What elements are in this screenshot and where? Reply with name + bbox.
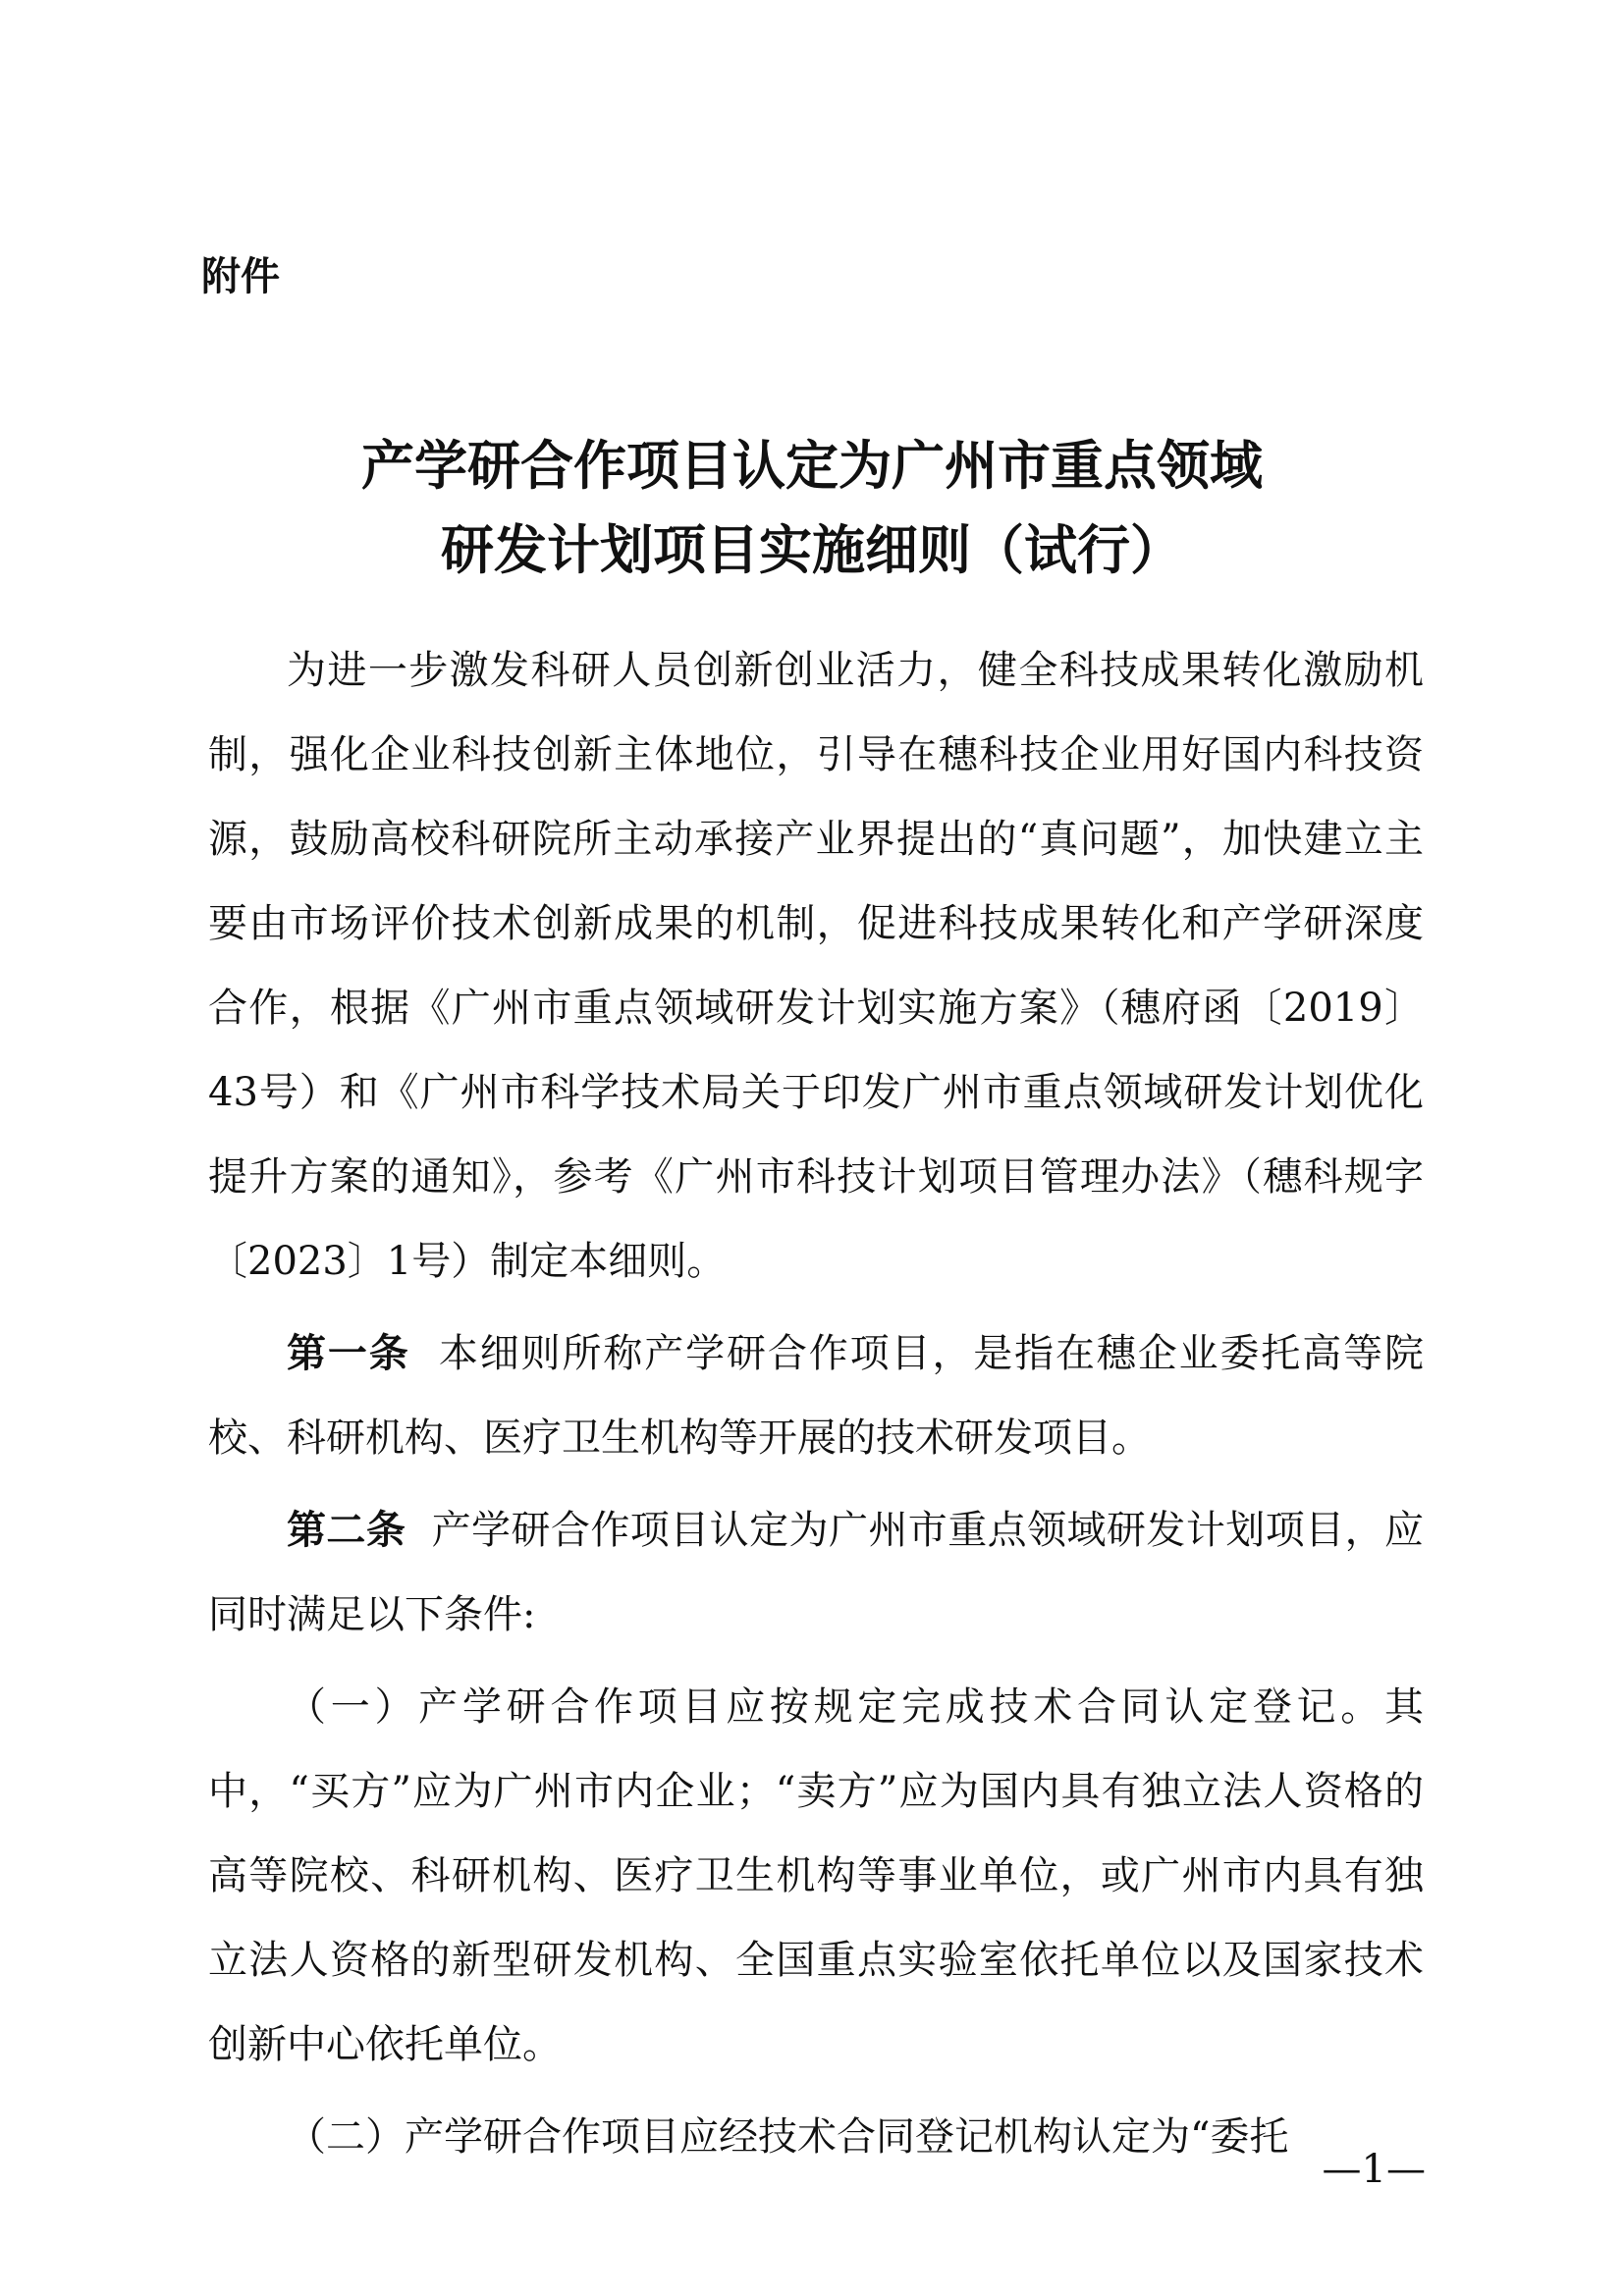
article-2-heading: 第二条 [287, 1508, 406, 1553]
document-title [201, 423, 1423, 592]
condition-2-paragraph [208, 2095, 1424, 2179]
condition-2-text: （二）产学研合作项目应经技术合同登记机构认定为“委托 [287, 2114, 1289, 2160]
page-number: —1— [1322, 2147, 1426, 2192]
article-1-paragraph [208, 1311, 1424, 1480]
condition-1-text: （一）产学研合作项目应按规定完成技术合同认定登记。其中，“买方”应为广州市内企业；“卖方”应为国内具有独立法人资格的高等院校、科研机构、医疗卫生机构等事业单位，或广州市内具有独立法人资格的新型研发机构、全国重点实验室依托单位以及国家技术创新中心依托单位。 [208, 1684, 1424, 2067]
intro-paragraph [208, 628, 1424, 1304]
title-line-2: 研发计划项目实施细则（试行） [441, 518, 1183, 582]
intro-paragraph-text: 为进一步激发科研人员创新创业活力，健全科技成果转化激励机制，强化企业科技创新主体地位，引导在穗科技企业用好国内科技资源，鼓励高校科研院所主动承接产业界提出的“真问题”，加快建立主要由市场评价技术创新成果的机制，促进科技成果转化和产学研深度合作，根据《广州市重点领域研发计划实施方案》（穗府函〔2019〕43号）和《广州市科学技术局关于印发广州市重点领域研发计划优化提升方案的通知》，参考《广州市科技计划项目管理办法》（穗科规字〔2023〕1号）制定本细则。 [208, 648, 1424, 1284]
attachment-label: 附件 [201, 254, 280, 299]
condition-1-paragraph [208, 1665, 1424, 2087]
article-2-paragraph [208, 1488, 1424, 1657]
article-2-text: 产学研合作项目认定为广州市重点领域研发计划项目，应同时满足以下条件: [208, 1508, 1425, 1637]
document-body [208, 628, 1424, 2179]
title-line-1: 产学研合作项目认定为广州市重点领域 [361, 434, 1263, 498]
article-1-heading: 第一条 [287, 1331, 410, 1376]
article-1-text: 本细则所称产学研合作项目，是指在穗企业委托高等院校、科研机构、医疗卫生机构等开展的技术研发项目。 [208, 1331, 1425, 1461]
